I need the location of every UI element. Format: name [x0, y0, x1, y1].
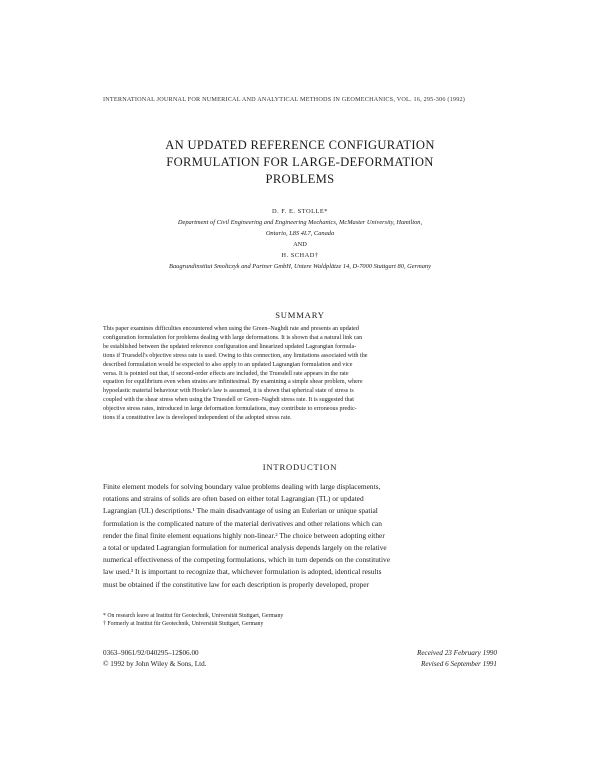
abstract-line: tions if Truesdell's objective stress rate is used. Owing to this connection, any limitations associated with the	[103, 352, 368, 359]
article-code: 0363–9061/92/040295–12$06.00	[103, 649, 199, 657]
running-header: INTERNATIONAL JOURNAL FOR NUMERICAL AND ANALYTICAL METHODS IN GEOMECHANICS, VOL. 16, 295-306 (1992)	[103, 96, 466, 103]
body-line: law used.³ It is important to recognize that, whichever formulation is adopted, identical results	[103, 567, 382, 577]
author-affiliation: Department of Civil Engineering and Engineering Mechanics, McMaster University, Hamilton,	[177, 219, 423, 226]
abstract-line: coupled with the shear stress when using the Truesdell or Green–Naghdi stress rate. It is suggested that	[103, 397, 354, 404]
article-title	[100, 137, 500, 188]
body-line: must be obtained if the constitutive law for each description is properly developed, proper	[103, 579, 369, 589]
abstract-line: hypoelastic material behaviour with Hooke's law is assumed, it is shown that spherical state of stress is	[103, 388, 354, 395]
abstract-line: This paper examines difficulties encountered when using the Green–Naghdi rate and presents an updated	[103, 326, 359, 332]
footer-dates	[417, 648, 497, 670]
introduction-heading: INTRODUCTION	[262, 462, 338, 472]
author-affiliation: Baugrundinstitut Smoltczyk and Partner GmbH, Untere Waldplätze 14, D-7000 Stuttgart 80, Germany	[169, 263, 431, 270]
abstract-line: be established between the updated reference configuration and linearized updated Lagrangian formula-	[103, 343, 357, 350]
author-block	[100, 206, 500, 272]
footnotes	[103, 612, 497, 628]
author-name: D. F. E. STOLLE*	[271, 208, 328, 215]
footer-publication-info	[103, 648, 206, 670]
body-line: Finite element models for solving boundary value problems dealing with large displacements,	[103, 482, 381, 491]
abstract	[103, 325, 497, 423]
abstract-line: tions if a constitutive law is developed independent of the adopted stress rate.	[103, 415, 292, 422]
body-line: Lagrangian (UL) descriptions.¹ The main disadvantage of using an Eulerian or unique spatial	[103, 506, 378, 516]
title-line: PROBLEMS	[265, 172, 335, 186]
copyright: © 1992 by John Wiley & Sons, Ltd.	[103, 660, 207, 668]
body-line: a total or updated Lagrangian formulation for numerical analysis depends largely on the relative	[103, 543, 387, 553]
body-line: render the final finite element equations highly non-linear.² The choice between adopting either	[103, 530, 385, 540]
abstract-line: objective stress rates, introduced in large deformation formulations, may contribute to erroneous predic-	[103, 406, 357, 413]
author-name: H. SCHAD†	[281, 252, 319, 259]
author-conjunction: AND	[293, 241, 307, 248]
author-affiliation: Ontario, L8S 4L7, Canada	[265, 230, 335, 237]
body-line: formulation is the complicated nature of the material derivatives and other relations which can	[103, 518, 382, 528]
title-line: FORMULATION FOR LARGE-DEFORMATION	[166, 155, 434, 169]
footnote: * On research leave at Institut für Geotechnik, Universität Stuttgart, Germany	[103, 613, 284, 619]
abstract-line: equation for equilibrium even when strains are infinitesimal. By examining a simple shear problem, where	[103, 379, 363, 386]
abstract-line: described formulation would be expected to also apply to an updated Lagrangian formulation and vice	[103, 361, 353, 368]
revised-date: Revised 6 September 1991	[420, 660, 497, 668]
body-line: numerical effectiveness of the competing formulations, which in turn depends on the constitutive	[103, 555, 390, 565]
received-date: Received 23 February 1990	[416, 649, 497, 657]
footnote: † Formerly at Institut für Geotechnik, Universität Stuttgart, Germany	[103, 621, 264, 628]
introduction-body	[103, 481, 499, 591]
title-line: AN UPDATED REFERENCE CONFIGURATION	[165, 138, 435, 152]
summary-heading: SUMMARY	[275, 310, 325, 320]
abstract-line: configuration formulation for problems dealing with large deformations. It is shown that a natural link can	[103, 334, 363, 341]
body-line: rotations and strains of solids are often based on either total Lagrangian (TL) or updated	[103, 494, 364, 504]
abstract-line: versa. It is pointed out that, if second-order effects are included, the Truesdell rate appears in the rate	[103, 370, 349, 377]
